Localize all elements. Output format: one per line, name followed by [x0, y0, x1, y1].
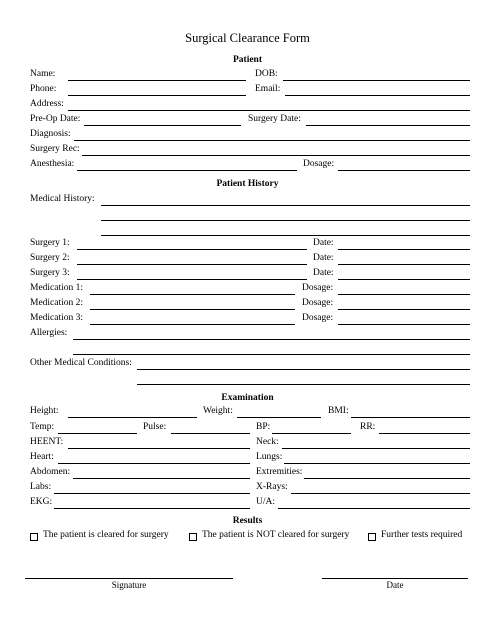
medical-history-label: Medical History:	[30, 194, 95, 204]
neck-field[interactable]	[282, 448, 470, 449]
medication3-label: Medication 3:	[30, 313, 84, 323]
heent-field[interactable]	[68, 448, 250, 449]
ua-field[interactable]	[278, 508, 470, 509]
section-patient-heading: Patient	[232, 55, 263, 65]
surgery1-field[interactable]	[77, 249, 307, 250]
extremities-field[interactable]	[304, 478, 470, 479]
bmi-label: BMI:	[328, 406, 349, 416]
lungs-field[interactable]	[284, 463, 470, 464]
surgery-rec-field[interactable]	[82, 155, 470, 156]
other-conditions-field-line1[interactable]	[137, 369, 470, 370]
surgery-rec-label: Surgery Rec:	[30, 144, 80, 154]
anesthesia-label: Anesthesia:	[30, 159, 75, 169]
further-tests-option-label: Further tests required	[381, 530, 463, 540]
surgery3-label: Surgery 3:	[30, 268, 70, 278]
section-history-heading: Patient History	[216, 179, 279, 189]
medication1-label: Medication 1:	[30, 283, 84, 293]
surgery3-date-label: Date:	[313, 268, 334, 278]
anesthesia-field[interactable]	[77, 170, 297, 171]
date-caption: Date	[386, 580, 404, 590]
xrays-label: X-Rays:	[256, 482, 288, 492]
dob-field[interactable]	[283, 80, 470, 81]
not-cleared-option-label: The patient is NOT cleared for surgery	[202, 530, 350, 540]
diagnosis-label: Diagnosis:	[30, 129, 71, 139]
height-label: Height:	[30, 406, 59, 416]
medical-history-field-line3[interactable]	[101, 235, 470, 236]
ua-label: U/A:	[256, 497, 275, 507]
surgery3-date-field[interactable]	[338, 279, 470, 280]
bmi-field[interactable]	[351, 417, 470, 418]
phone-label: Phone:	[30, 84, 57, 94]
height-field[interactable]	[68, 417, 197, 418]
rr-field[interactable]	[379, 433, 470, 434]
form-title: Surgical Clearance Form	[185, 31, 310, 45]
surgery1-label: Surgery 1:	[30, 238, 70, 248]
temp-field[interactable]	[58, 433, 137, 434]
medication3-dosage-field[interactable]	[338, 324, 470, 325]
cleared-option-label: The patient is cleared for surgery	[43, 530, 169, 540]
weight-field[interactable]	[237, 417, 321, 418]
signature-line[interactable]	[25, 578, 233, 579]
surgery2-date-field[interactable]	[338, 264, 470, 265]
name-label: Name:	[30, 69, 56, 79]
allergies-label: Allergies:	[30, 328, 68, 338]
xrays-field[interactable]	[291, 493, 470, 494]
lungs-label: Lungs:	[256, 452, 283, 462]
email-label: Email:	[255, 84, 281, 94]
heart-field[interactable]	[58, 463, 250, 464]
medication3-field[interactable]	[90, 324, 295, 325]
surgery1-date-field[interactable]	[338, 249, 470, 250]
medication2-dosage-field[interactable]	[338, 309, 470, 310]
address-label: Address:	[30, 99, 64, 109]
section-results-heading: Results	[232, 516, 263, 526]
medical-history-field-line1[interactable]	[101, 205, 470, 206]
surgery3-field[interactable]	[77, 279, 307, 280]
surgery1-date-label: Date:	[313, 238, 334, 248]
labs-label: Labs:	[30, 482, 52, 492]
name-field[interactable]	[68, 80, 246, 81]
abdomen-label: Abdomen:	[30, 467, 71, 477]
surgery-date-label: Surgery Date:	[248, 114, 301, 124]
address-field[interactable]	[68, 110, 470, 111]
bp-label: BP:	[256, 422, 271, 432]
email-field[interactable]	[285, 95, 470, 96]
preop-date-field[interactable]	[84, 125, 241, 126]
extremities-label: Extremities:	[256, 467, 303, 477]
diagnosis-field[interactable]	[74, 140, 470, 141]
heart-label: Heart:	[30, 452, 54, 462]
medication1-dosage-label: Dosage:	[302, 283, 334, 293]
weight-label: Weight:	[203, 406, 233, 416]
pulse-field[interactable]	[171, 433, 250, 434]
anesthesia-dosage-field[interactable]	[338, 170, 470, 171]
abdomen-field[interactable]	[73, 478, 250, 479]
neck-label: Neck:	[256, 437, 279, 447]
signature-caption: Signature	[111, 580, 147, 590]
preop-date-label: Pre-Op Date:	[30, 114, 81, 124]
medication2-label: Medication 2:	[30, 298, 84, 308]
not-cleared-checkbox[interactable]	[189, 533, 197, 541]
surgery2-field[interactable]	[77, 264, 307, 265]
medication1-dosage-field[interactable]	[338, 294, 470, 295]
surgery2-label: Surgery 2:	[30, 253, 70, 263]
ekg-label: EKG:	[30, 497, 53, 507]
anesthesia-dosage-label: Dosage:	[303, 159, 335, 169]
medication1-field[interactable]	[90, 294, 295, 295]
cleared-checkbox[interactable]	[30, 533, 38, 541]
dob-label: DOB:	[255, 69, 278, 79]
section-exam-heading: Examination	[221, 393, 274, 403]
rr-label: RR:	[360, 422, 376, 432]
other-conditions-label: Other Medical Conditions:	[30, 358, 132, 368]
surgery-date-field[interactable]	[306, 125, 470, 126]
temp-label: Temp:	[30, 422, 55, 432]
other-conditions-field-line2[interactable]	[137, 384, 470, 385]
pulse-label: Pulse:	[143, 422, 167, 432]
allergies-field-line2[interactable]	[73, 354, 470, 355]
heent-label: HEENT:	[30, 437, 64, 447]
allergies-field-line1[interactable]	[73, 339, 470, 340]
ekg-field[interactable]	[54, 508, 250, 509]
date-line[interactable]	[322, 578, 468, 579]
medication2-dosage-label: Dosage:	[302, 298, 334, 308]
further-tests-checkbox[interactable]	[368, 533, 376, 541]
labs-field[interactable]	[54, 493, 250, 494]
medication3-dosage-label: Dosage:	[302, 313, 334, 323]
medication2-field[interactable]	[90, 309, 295, 310]
medical-history-field-line2[interactable]	[101, 220, 470, 221]
surgery2-date-label: Date:	[313, 253, 334, 263]
phone-field[interactable]	[68, 95, 246, 96]
bp-field[interactable]	[272, 433, 351, 434]
